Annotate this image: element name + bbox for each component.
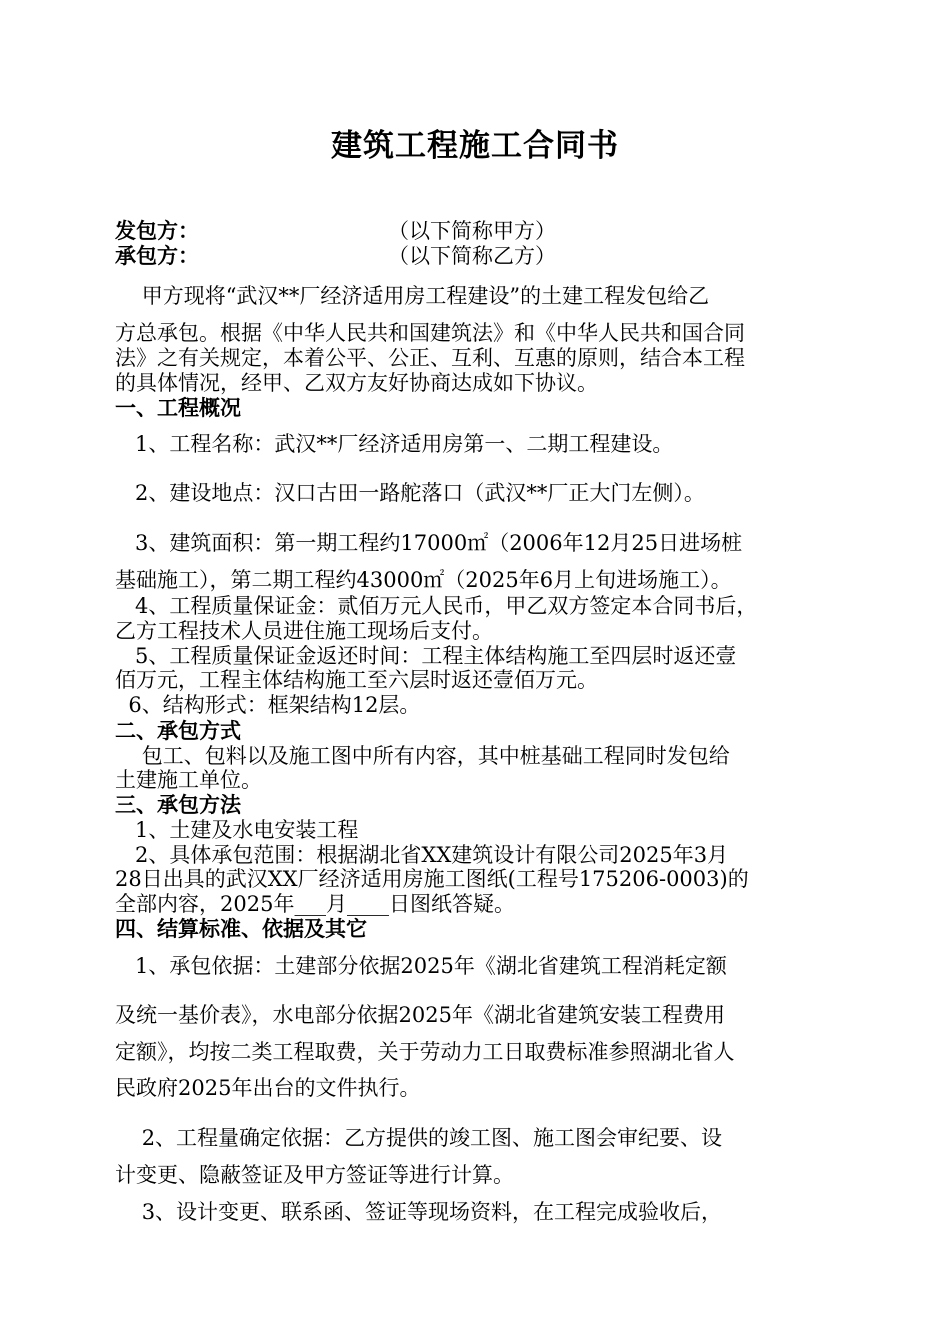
paragraph-line: 2、工程量确定依据：乙方提供的竣工图、施工图会审纪要、设	[115, 1126, 723, 1150]
party-b-note: （以下简称乙方）	[388, 244, 556, 268]
section-heading: 一、工程概况	[115, 396, 241, 420]
paragraph-line: 全部内容，2025年___月____日图纸答疑。	[115, 892, 515, 916]
paragraph-line: 的具体情况，经甲、乙双方友好协商达成如下协议。	[115, 371, 598, 395]
paragraph-line: 2、具体承包范围：根据湖北省XX建筑设计有限公司2025年3月	[115, 843, 729, 867]
paragraph-line: 3、建筑面积：第一期工程约17000㎡（2006年12月25日进场桩	[115, 531, 743, 555]
paragraph-line: 民政府2025年出台的文件执行。	[115, 1076, 421, 1100]
paragraph-line: 土建施工单位。	[115, 768, 262, 792]
paragraph-line: 3、设计变更、联系函、签证等现场资料，在工程完成验收后，	[115, 1200, 723, 1224]
paragraph-line: 基础施工），第二期工程约43000㎡（2025年6月上旬进场施工）。	[115, 568, 732, 592]
party-b-label: 承包方：	[115, 244, 199, 268]
party-a-label: 发包方：	[115, 219, 199, 243]
paragraph-line: 2、建设地点：汉口古田一路舵落口（武汉**厂正大门左侧）。	[115, 481, 705, 505]
paragraph-line: 定额》，均按二类工程取费，关于劳动力工日取费标准参照湖北省人	[115, 1040, 735, 1064]
paragraph-line: 方总承包。根据《中华人民共和国建筑法》和《中华人民共和国合同	[115, 321, 745, 345]
paragraph-line: 计变更、隐蔽签证及甲方签证等进行计算。	[115, 1163, 514, 1187]
paragraph-line: 包工、包料以及施工图中所有内容，其中桩基础工程同时发包给	[115, 744, 730, 768]
paragraph-line: 乙方工程技术人员进住施工现场后支付。	[115, 619, 493, 643]
paragraph-line: 28日出具的武汉XX厂经济适用房施工图纸(工程号175206-0003)的	[115, 867, 749, 891]
paragraph-line: 法》之有关规定，本着公平、公正、互利、互惠的原则，结合本工程	[115, 346, 745, 370]
section-heading: 三、承包方法	[115, 793, 241, 817]
paragraph-line: 及统一基价表》，水电部分依据2025年《湖北省建筑安装工程费用	[115, 1003, 725, 1027]
section-heading: 二、承包方式	[115, 719, 241, 743]
paragraph-line: 甲方现将“武汉**厂经济适用房工程建设”的土建工程发包给乙	[115, 284, 710, 308]
paragraph-line: 6、结构形式：框架结构12层。	[115, 693, 421, 717]
document-title: 建筑工程施工合同书	[331, 128, 619, 164]
paragraph-line: 佰万元，工程主体结构施工至六层时返还壹佰万元。	[115, 668, 598, 692]
section-heading: 四、结算标准、依据及其它	[115, 917, 367, 941]
paragraph-line: 1、工程名称：武汉**厂经济适用房第一、二期工程建设。	[115, 432, 674, 456]
paragraph-line: 4、工程质量保证金：贰佰万元人民币，甲乙双方签定本合同书后，	[115, 594, 758, 618]
paragraph-line: 1、承包依据：土建部分依据2025年《湖北省建筑工程消耗定额	[115, 954, 727, 978]
paragraph-line: 1、土建及水电安装工程	[115, 818, 359, 842]
party-a-note: （以下简称甲方）	[388, 219, 556, 243]
paragraph-line: 5、工程质量保证金返还时间：工程主体结构施工至四层时返还壹	[115, 644, 737, 668]
